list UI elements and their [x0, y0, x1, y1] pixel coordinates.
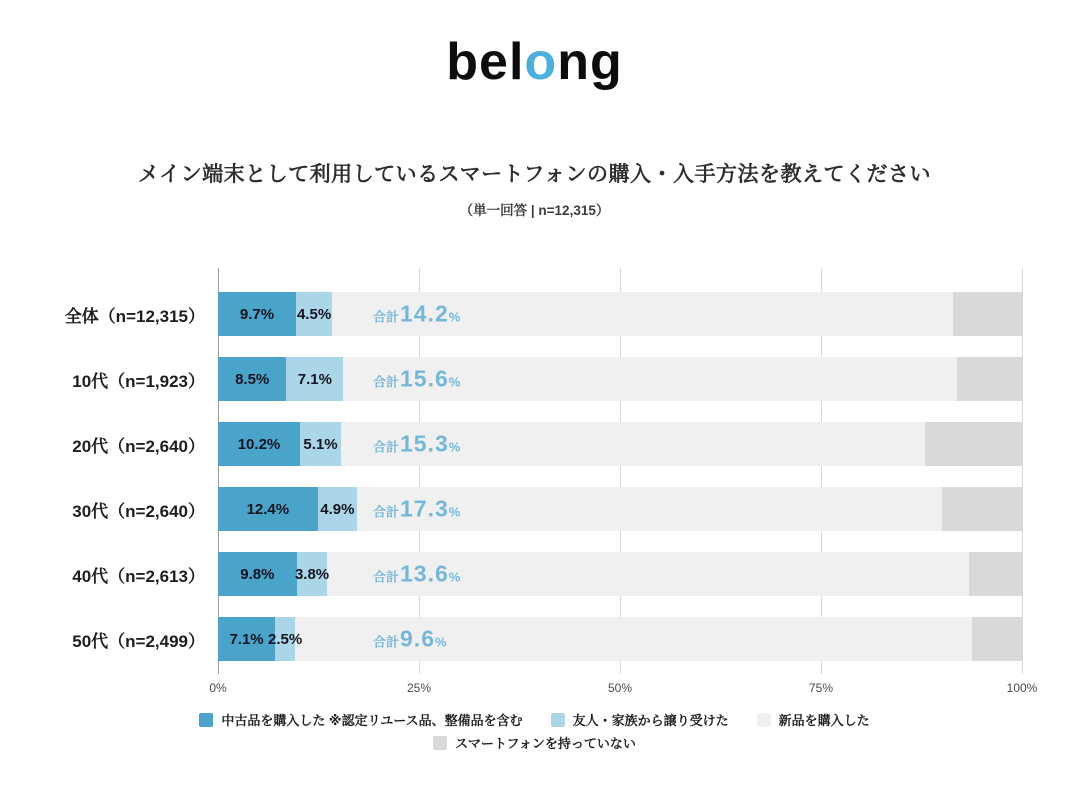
total-value: 9.6: [400, 625, 435, 652]
bar-segment-handed-down: [318, 487, 357, 531]
chart-row: [40, 357, 1022, 401]
legend-item-used-purchase: [199, 710, 522, 729]
total-prefix: 合計: [373, 504, 400, 520]
chart-row: [40, 552, 1022, 596]
legend-label: 中古品を購入した ※認定リユース品、整備品を含む: [221, 713, 523, 728]
x-axis-tick-label: 0%: [209, 681, 227, 695]
total-value: 15.6: [400, 365, 449, 392]
stacked-bar: [218, 487, 1022, 531]
segment-value-label: 4.5%: [296, 305, 332, 323]
legend-item-handed-down: [551, 710, 729, 729]
legend-swatch-new-icon: [757, 713, 771, 727]
total-prefix: 合計: [373, 309, 400, 325]
total-prefix: 合計: [373, 569, 400, 585]
total-label: [373, 366, 460, 393]
stacked-bar-chart: [40, 268, 1022, 674]
bar-segment-no-smartphone: [925, 422, 1022, 466]
total-percent-sign: %: [448, 309, 461, 325]
chart-title: メイン端末として利用しているスマートフォンの購入・入手方法を教えてください: [138, 163, 931, 186]
bar-track: [218, 487, 1022, 531]
row-label: 20代（n=2,640）: [72, 436, 205, 456]
bar-segment-no-smartphone: [957, 357, 1022, 401]
row-label: 50代（n=2,499）: [72, 631, 205, 651]
chart-row: [40, 617, 1022, 661]
chart-subtitle: （単一回答 | n=12,315）: [459, 203, 610, 218]
bar-segment-used-purchase: [218, 487, 318, 531]
segment-value-label: 10.2%: [237, 435, 281, 453]
total-percent-sign: %: [435, 634, 447, 650]
belong-logo: [0, 34, 1069, 91]
row-label: 全体（n=12,315）: [64, 306, 205, 326]
segment-value-label: 7.1%: [297, 370, 332, 388]
legend: [0, 708, 1069, 754]
gridline: [1022, 268, 1023, 674]
bar-segment-used-purchase: [218, 422, 300, 466]
stacked-bar: [218, 617, 1022, 661]
segment-value-label: 8.5%: [235, 370, 270, 388]
row-label: 30代（n=2,640）: [72, 501, 205, 521]
bar-segment-handed-down: [300, 422, 341, 466]
legend-swatch-none-icon: [433, 736, 447, 750]
bar-track: [218, 292, 1022, 336]
bar-segment-handed-down: [286, 357, 343, 401]
logo-letter-o: o: [524, 33, 558, 91]
legend-swatch-used-icon: [199, 713, 213, 727]
bar-segment-no-smartphone: [969, 552, 1022, 596]
total-label: [373, 496, 460, 523]
stacked-bar: [218, 552, 1022, 596]
x-axis-tick-label: 75%: [808, 681, 834, 695]
bar-segment-used-purchase: [218, 292, 296, 336]
total-prefix: 合計: [373, 374, 400, 390]
total-percent-sign: %: [448, 504, 461, 520]
legend-label: 友人・家族から譲り受けた: [572, 713, 729, 728]
legend-row-1: [0, 708, 1069, 731]
legend-label: スマートフォンを持っていない: [455, 736, 636, 751]
stacked-bar: [218, 292, 1022, 336]
total-value: 15.3: [400, 430, 449, 457]
x-axis-tick-label: 100%: [1006, 681, 1038, 695]
segment-value-label: 5.1%: [303, 435, 338, 453]
bar-segment-used-purchase: [218, 357, 286, 401]
total-label: [373, 431, 460, 458]
bar-segment-handed-down: [268, 617, 303, 661]
segment-value-label: 4.9%: [320, 500, 355, 518]
bar-segment-used-purchase: [218, 617, 275, 661]
x-axis-tick-label: 25%: [406, 681, 432, 695]
logo-text-post: ng: [557, 33, 623, 91]
bar-track: [218, 357, 1022, 401]
bar-track: [218, 617, 1022, 661]
x-axis-tick-label: 50%: [607, 681, 633, 695]
segment-value-label: 7.1%: [229, 630, 264, 648]
chart-row: [40, 292, 1022, 336]
bar-segment-used-purchase: [218, 552, 297, 596]
legend-label: 新品を購入した: [778, 713, 870, 728]
legend-row-2: [0, 731, 1069, 754]
stacked-bar: [218, 357, 1022, 401]
x-axis: [209, 681, 1038, 697]
segment-value-label: 2.5%: [268, 630, 303, 648]
legend-swatch-given-icon: [551, 713, 565, 727]
chart-row: [40, 422, 1022, 466]
total-label: [373, 626, 447, 653]
legend-item-no-smartphone: [433, 733, 636, 752]
segment-value-label: 9.8%: [240, 565, 275, 583]
total-percent-sign: %: [448, 569, 461, 585]
total-percent-sign: %: [448, 374, 461, 390]
bar-segment-handed-down: [294, 552, 330, 596]
total-percent-sign: %: [448, 439, 461, 455]
total-prefix: 合計: [373, 634, 400, 650]
bar-segment-no-smartphone: [972, 617, 1022, 661]
bar-segment-no-smartphone: [953, 292, 1022, 336]
total-label: [373, 301, 460, 328]
bar-segment-handed-down: [296, 292, 332, 336]
segment-value-label: 9.7%: [239, 305, 275, 323]
chart-row: [40, 487, 1022, 531]
total-value: 17.3: [400, 495, 449, 522]
bar-track: [218, 552, 1022, 596]
total-value: 14.2: [400, 300, 449, 327]
rows: [40, 292, 1022, 661]
total-prefix: 合計: [373, 439, 400, 455]
row-label: 10代（n=1,923）: [72, 371, 205, 391]
legend-item-new-purchase: [757, 710, 870, 729]
stacked-bar: [218, 422, 1022, 466]
total-value: 13.6: [400, 560, 449, 587]
segment-value-label: 3.8%: [294, 565, 330, 583]
logo-text-pre: bel: [446, 33, 525, 91]
segment-value-label: 12.4%: [246, 500, 290, 518]
total-label: [373, 561, 460, 588]
bar-track: [218, 422, 1022, 466]
row-label: 40代（n=2,613）: [72, 566, 205, 586]
bar-segment-no-smartphone: [942, 487, 1022, 531]
